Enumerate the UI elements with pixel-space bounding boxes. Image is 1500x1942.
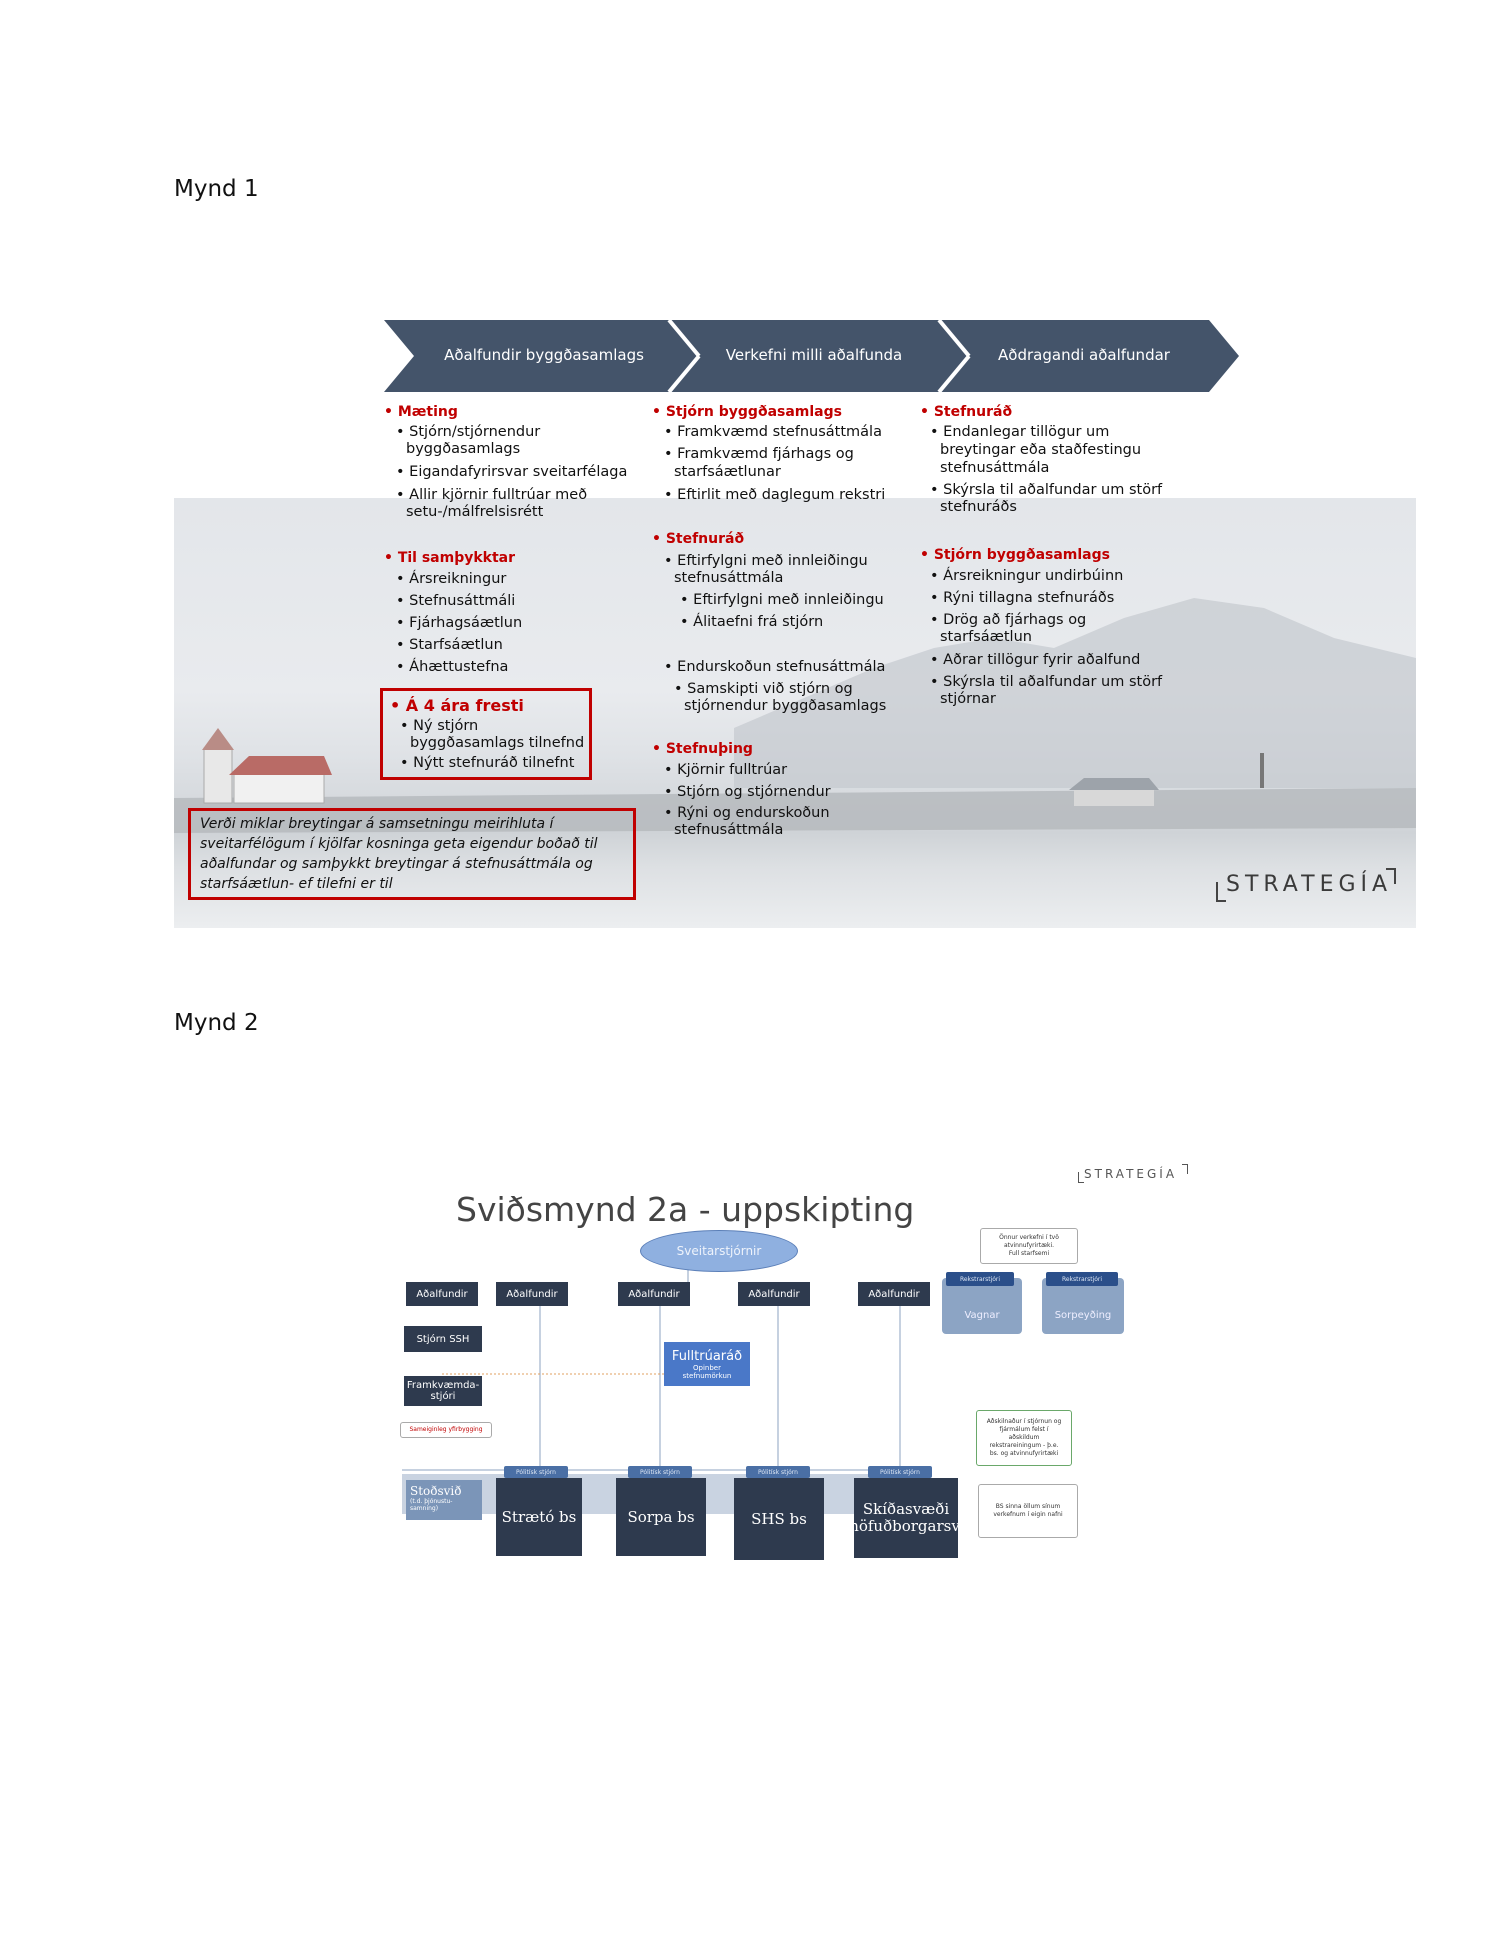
matting-item: setu-/málfrelsisrétt bbox=[406, 504, 544, 520]
strategia-logo bbox=[1216, 868, 1396, 902]
stefnuthing-heading: • Stefnuþing bbox=[652, 741, 753, 757]
stefnuthing-item: • Rýni og endurskoðun bbox=[664, 805, 830, 821]
chevron-label-2: Verkefni milli aðalfunda bbox=[725, 346, 903, 364]
adalfundir-box: Aðalfundir bbox=[738, 1282, 810, 1306]
stjorn-item: • Eftirlit með daglegum rekstri bbox=[664, 487, 886, 503]
politisk-stjorn-tag: Pólitísk stjórn bbox=[504, 1466, 568, 1478]
shs-box: SHS bs bbox=[734, 1478, 824, 1560]
samthykkt-item: • Stefnusáttmáli bbox=[396, 593, 516, 609]
fulltruarad-box bbox=[664, 1342, 750, 1386]
samthykkt-item: • Fjárhagsáætlun bbox=[396, 615, 523, 631]
stjorn-item: • Framkvæmd fjárhags og bbox=[664, 446, 854, 462]
stefnurad-item: • Eftirfylgni með innleiðingu bbox=[680, 592, 884, 608]
col3-stefnurad-item: stefnusáttmála bbox=[940, 460, 1050, 476]
onnur-verkefni-line: Önnur verkefni í tvö bbox=[999, 1234, 1059, 1241]
note-line: aðalfundar og samþykkt breytingar á stefnusáttmála og bbox=[200, 856, 593, 872]
adskilnadur-box bbox=[976, 1410, 1072, 1466]
col3-stjorn-item: starfsáætlun bbox=[940, 629, 1032, 645]
note-line: starfsáætlun- ef tilefni er til bbox=[200, 876, 393, 892]
col3-stefnurad-item: • Endanlegar tillögur um bbox=[930, 424, 1110, 440]
stefnuthing-item: stefnusáttmála bbox=[674, 822, 784, 838]
figure-1-caption: Mynd 1 bbox=[174, 176, 259, 202]
rekstrarstjori-tag: Rekstrarstjóri bbox=[1046, 1272, 1118, 1286]
vagnar-label: Vagnar bbox=[964, 1310, 1000, 1321]
framkvaemdastjori-line: Framkvæmda- bbox=[406, 1380, 480, 1391]
stefnurad-item: stefnusáttmála bbox=[674, 570, 784, 586]
skidasvaedi-line: höfuðborgarsv. bbox=[849, 1517, 963, 1535]
col3-stefnurad-item: stefnuráðs bbox=[940, 499, 1017, 515]
matting-item: • Stjórn/stjórnendur bbox=[396, 424, 541, 440]
samthykkt-item: • Starfsáætlun bbox=[396, 637, 503, 653]
note-line: Verði miklar breytingar á samsetningu meirihluta í bbox=[200, 816, 554, 832]
four-year-item: • Ný stjórn bbox=[400, 718, 479, 734]
stefnurad-item: • Eftirfylgni með innleiðingu bbox=[664, 553, 868, 569]
col3-stefnurad-item: breytingar eða staðfestingu bbox=[940, 442, 1142, 458]
col3-stjorn-item: • Rýni tillagna stefnuráðs bbox=[930, 590, 1115, 606]
stefnurad-item: stjórnendur byggðasamlags bbox=[684, 698, 887, 714]
col3-stjorn-item: • Aðrar tillögur fyrir aðalfund bbox=[930, 652, 1141, 668]
matting-item: • Allir kjörnir fulltrúar með bbox=[396, 487, 588, 503]
adalfundir-box: Aðalfundir bbox=[406, 1282, 478, 1306]
adalfundir-box: Aðalfundir bbox=[618, 1282, 690, 1306]
stefnurad-item: • Álitaefni frá stjórn bbox=[680, 614, 824, 630]
stjorn-ssh-box: Stjórn SSH bbox=[404, 1326, 482, 1352]
samthykkt-item: • Áhættustefna bbox=[396, 659, 509, 675]
politisk-stjorn-tag: Pólitísk stjórn bbox=[746, 1466, 810, 1478]
bs-sinna-line: BS sinna öllum sínum bbox=[995, 1503, 1061, 1510]
col3-stefnurad-heading: • Stefnuráð bbox=[920, 404, 1013, 420]
vagnar-box bbox=[942, 1278, 1022, 1334]
figure-1 bbox=[174, 318, 1416, 928]
onnur-verkefni-box bbox=[980, 1228, 1078, 1264]
stodsvid-sub: (t.d. þjónustu- bbox=[410, 1498, 453, 1505]
sorpeyding-box bbox=[1042, 1278, 1124, 1334]
note-line: sveitarfélögum í kjölfar kosninga geta eigendur boðað til bbox=[200, 836, 598, 852]
onnur-verkefni-line: atvinnufyrirtæki. bbox=[1003, 1242, 1055, 1249]
adskilnadur-line: fjármálum felst í bbox=[999, 1426, 1049, 1433]
four-year-item: byggðasamlags tilnefnd bbox=[410, 735, 585, 751]
skidasvaedi-line: Skíðasvæði bbox=[862, 1500, 950, 1518]
fulltruarad-sub: stefnumörkun bbox=[682, 1371, 732, 1380]
adalfundir-box: Aðalfundir bbox=[858, 1282, 930, 1306]
stefnurad-item: • Samskipti við stjórn og bbox=[674, 681, 853, 697]
skidasvaedi-box bbox=[849, 1478, 963, 1558]
logo-text: STRATEGÍA bbox=[1226, 872, 1393, 897]
adalfundir-box: Aðalfundir bbox=[496, 1282, 568, 1306]
four-year-item: • Nýtt stefnuráð tilnefnt bbox=[400, 755, 575, 771]
sorpeyding-label: Sorpeyðing bbox=[1054, 1310, 1112, 1321]
figure-2-caption: Mynd 2 bbox=[174, 1010, 259, 1036]
sameiginleg-box: Sameiginleg yfirbygging bbox=[400, 1422, 492, 1438]
bs-sinna-box bbox=[978, 1484, 1078, 1538]
stefnurad-item: • Endurskoðun stefnusáttmála bbox=[664, 659, 886, 675]
sorpa-box: Sorpa bs bbox=[616, 1478, 706, 1556]
straeto-box: Strætó bs bbox=[496, 1478, 582, 1556]
samthykkt-item: • Ársreikningur bbox=[396, 571, 507, 587]
onnur-verkefni-line: Full starfsemi bbox=[1008, 1250, 1050, 1257]
col3-stjorn-item: • Ársreikningur undirbúinn bbox=[930, 568, 1124, 584]
adskilnadur-line: aðskildum bbox=[1008, 1434, 1040, 1441]
fulltruarad-sub: Opinber bbox=[693, 1363, 721, 1372]
logo-bracket-left bbox=[1216, 882, 1226, 902]
chevron-label-3: Aðdragandi aðalfundar bbox=[998, 346, 1170, 364]
politisk-stjorn-tag: Pólitísk stjórn bbox=[628, 1466, 692, 1478]
chevron-label-1: Aðalfundir byggðasamlags bbox=[444, 346, 644, 364]
col3-stjorn-heading: • Stjórn byggðasamlags bbox=[920, 547, 1110, 563]
logo-text-small: STRATEGÍA bbox=[1084, 1167, 1178, 1181]
stjorn-item: • Framkvæmd stefnusáttmála bbox=[664, 424, 882, 440]
fulltruarad-label: Fulltrúaráð bbox=[671, 1348, 743, 1364]
stefnurad-heading: • Stefnuráð bbox=[652, 531, 745, 547]
figure-2 bbox=[392, 1160, 1178, 1570]
stefnuthing-item: • Kjörnir fulltrúar bbox=[664, 762, 788, 778]
diagram-title: Sviðsmynd 2a - uppskipting bbox=[456, 1190, 915, 1229]
framkvaemdastjori-line: stjóri bbox=[430, 1391, 456, 1402]
rekstrarstjori-tag: Rekstrarstjóri bbox=[946, 1272, 1014, 1286]
adskilnadur-line: Aðskilnaður í stjórnun og bbox=[986, 1418, 1062, 1425]
matting-item: byggðasamlags bbox=[406, 441, 521, 457]
stjorn-heading: • Stjórn byggðasamlags bbox=[652, 404, 842, 420]
stodsvid-label: Stoðsvið bbox=[410, 1484, 462, 1498]
col3-stjorn-item: • Skýrsla til aðalfundar um störf bbox=[930, 674, 1163, 690]
politisk-stjorn-tag: Pólitísk stjórn bbox=[868, 1466, 932, 1478]
framkvaemdastjori-box bbox=[404, 1376, 482, 1406]
col3-stjorn-item: • Drög að fjárhags og bbox=[930, 612, 1087, 628]
matting-item: • Eigandafyrirsvar sveitarfélaga bbox=[396, 464, 628, 480]
stjorn-item: starfsáætlunar bbox=[674, 464, 781, 480]
stefnuthing-item: • Stjórn og stjórnendur bbox=[664, 784, 831, 800]
sveitarstjornir-node: Sveitarstjórnir bbox=[640, 1230, 798, 1272]
stodsvid-sub: samning) bbox=[410, 1505, 439, 1512]
samthykkt-heading: • Til samþykktar bbox=[384, 550, 516, 566]
adskilnadur-line: rekstrareiningum - þ.e. bbox=[989, 1442, 1059, 1449]
matting-heading: • Mæting bbox=[384, 404, 458, 420]
bs-sinna-line: verkefnum í eigin nafni bbox=[993, 1511, 1063, 1518]
adskilnadur-line: bs. og atvinnufyrirtæki bbox=[989, 1450, 1059, 1457]
col3-stefnurad-item: • Skýrsla til aðalfundar um störf bbox=[930, 482, 1163, 498]
col3-stjorn-item: stjórnar bbox=[940, 691, 996, 707]
stodsvid-box bbox=[406, 1480, 482, 1520]
four-year-heading: • Á 4 ára fresti bbox=[390, 696, 524, 715]
